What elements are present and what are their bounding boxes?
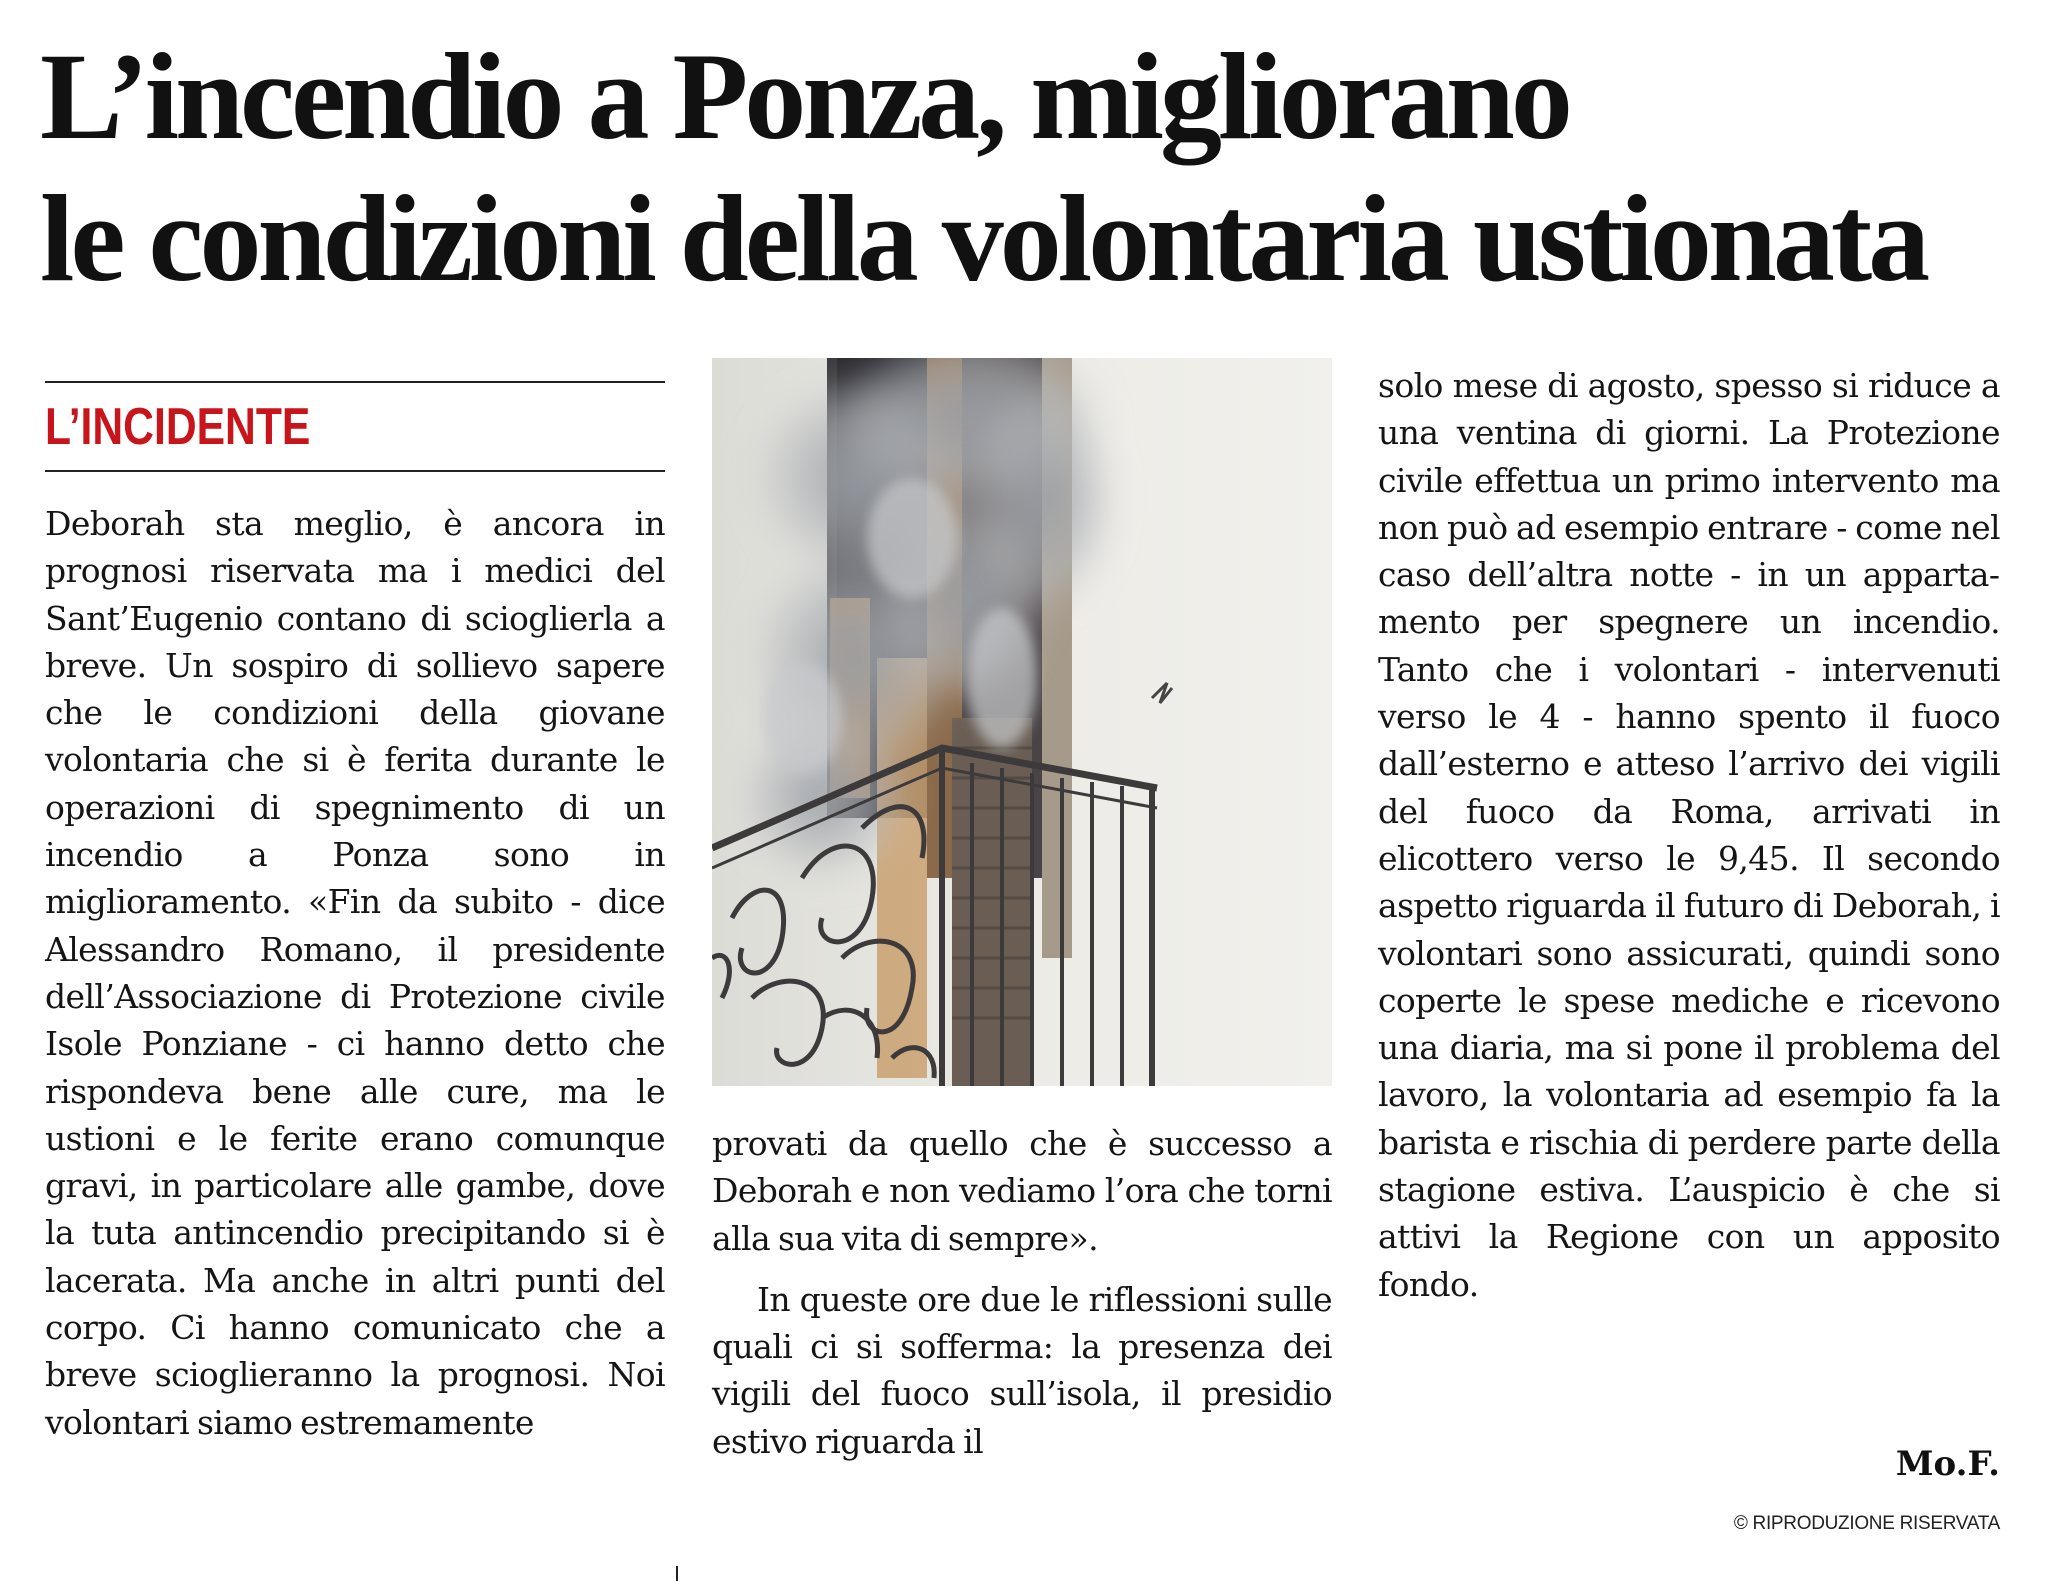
copyright-notice: © RIPRODUZIONE RISERVATA: [1733, 1513, 2000, 1534]
column-2-paragraph-2: In queste ore due le riflessioni sulle quali ci si sofferma: la presenza dei vigili del fuoco sull’isola, il presidio estivo riguarda il: [712, 1279, 1332, 1461]
column-divider-mark: [676, 1566, 678, 1581]
kicker-rule-top: [45, 381, 665, 383]
kicker-rule-bottom: [45, 470, 665, 472]
article-column-3: [1378, 362, 2000, 1308]
article-column-1: [45, 500, 665, 1446]
article-column-2: [712, 1120, 1332, 1465]
column-1-paragraph: Deborah sta meglio, è ancora in prognosi riservata ma i medici del Sant’Eugenio contano di scioglierla a breve. Un sospiro di sollievo sapere che le condizioni della giovane volontaria che si è ferita durante le operazioni di spegnimento di un incendio a Ponza sono in miglioramento. «Fin da subito - dice Alessandro Romano, il presidente dell’Associazione di Protezione civile Isole Ponziane - ci hanno detto che rispondeva bene alle cure, ma le ustioni e le ferite erano comunque gravi, in particolare alle gambe, dove la tuta antincendio precipitando si è lacerata. Ma anche in altri punti del corpo. Ci hanno comunicato che a breve scioglieranno la prognosi. Noi volontari siamo estremamente: [45, 504, 665, 1442]
author-signature: Mo.F.: [1895, 1444, 2000, 1484]
section-kicker: L’INCIDENTE: [45, 398, 311, 456]
column-3-paragraph: solo mese di agosto, spesso si riduce a una ventina di giorni. La Protezione civile effettua un primo intervento ma non può ad esempio entrare - come nel caso dell’altra notte - in un appartamento per spegnere un incendio. Tanto che i volontari - intervenuti verso le 4 - hanno spento il fuoco dall’esterno e atteso l’arrivo dei vigili del fuoco da Roma, arrivati in elicottero verso le 9,45. Il secondo aspetto riguarda il futuro di Deborah, i volontari sono assicurati, quindi sono coperte le spese mediche e ricevono una diaria, ma si pone il problema del lavoro, la volontaria ad esempio fa la barista e rischia di perdere parte della stagione estiva. L’auspicio è che si attivi la Regione con un apposito fondo.: [1378, 366, 2000, 1304]
headline: [40, 26, 2020, 310]
column-2-paragraph-1: provati da quello che è successo a Deborah e non vediamo l’ora che torni alla sua vita di sempre».: [712, 1124, 1332, 1258]
headline-line-1: L’incendio a Ponza, migliorano: [40, 28, 1569, 165]
burning-balcony-photo: [712, 358, 1332, 1086]
headline-line-2: le condizioni della volontaria ustionata: [40, 170, 1927, 307]
